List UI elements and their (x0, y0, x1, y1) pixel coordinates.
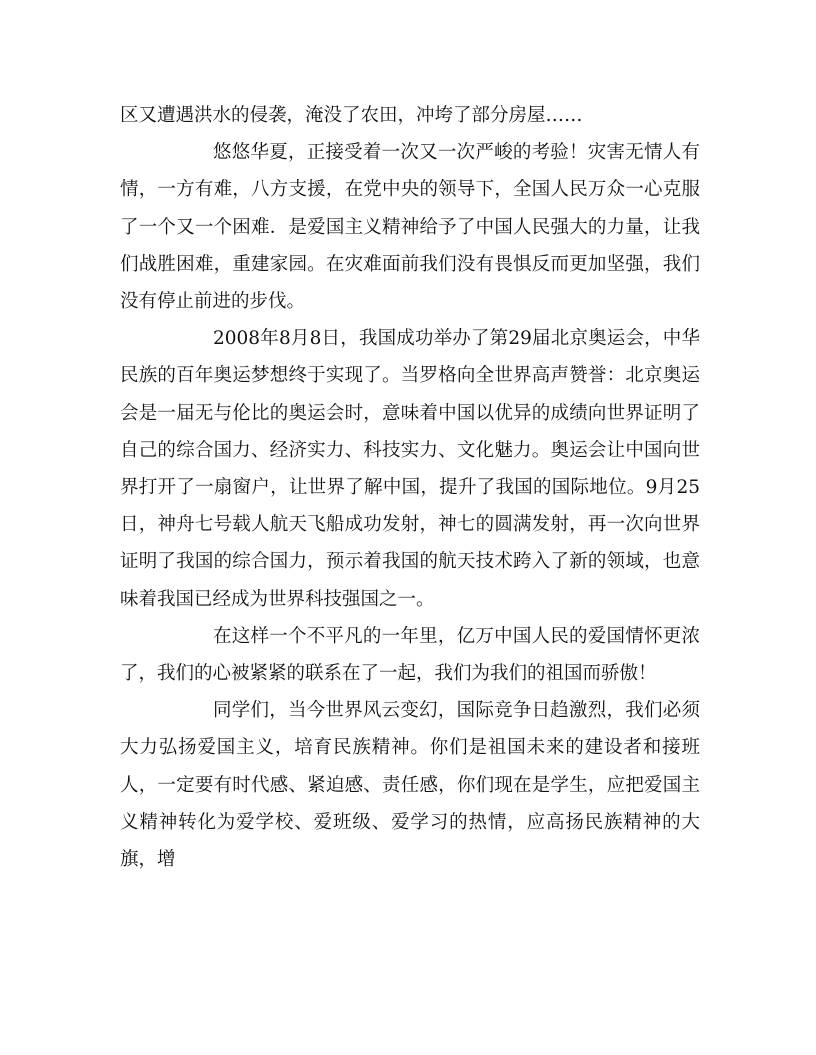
document-body (120, 97, 700, 878)
paragraph-students: 同学们，当今世界风云变幻，国际竞争日趋激烈，我们必须大力弘扬爱国主义，培育民族精神。你们是祖国未来的建设者和接班人，一定要有时代感、紧迫感、责任感，你们现在是学生，应把爱国主义精神转化为爱学校、爱班级、爱学习的热情，应高扬民族精神的大旗，增 (120, 700, 700, 871)
paragraph-olympics: 2008年8月8日，我国成功举办了第29届北京奥运会，中华民族的百年奥运梦想终于实现了。当罗格向全世界高声赞誉：北京奥运会是一届无与伦比的奥运会时，意味着中国以优异的成绩向世界证明了自己的综合国力、经济实力、科技实力、文化魅力。奥运会让中国向世界打开了一扇窗户，让世界了解中国，提升了我国的国际地位。9月25日，神舟七号载人航天飞船成功发射，神七的圆满发射，再一次向世界证明了我国的综合国力，预示着我国的航天技术跨入了新的领域，也意味着我国已经成为世界科技强国之一。 (120, 328, 700, 610)
paragraph-flood-continuation: 区又遭遇洪水的侵袭，淹没了农田，冲垮了部分房屋…… (120, 105, 583, 126)
paragraph-patriotism: 在这样一个不平凡的一年里，亿万中国人民的爱国情怀更浓了，我们的心被紧紧的联系在了一起，我们为我们的祖国而骄傲！ (120, 625, 700, 685)
paragraph-trials: 悠悠华夏，正接受着一次又一次严峻的考验！灾害无情人有情，一方有难，八方支援，在党中央的领导下，全国人民万众一心克服了一个又一个困难．是爱国主义精神给予了中国人民强大的力量，让我们战胜困难，重建家园。在灾难面前我们没有畏惧反而更加坚强，我们没有停止前进的步伐。 (120, 142, 700, 313)
